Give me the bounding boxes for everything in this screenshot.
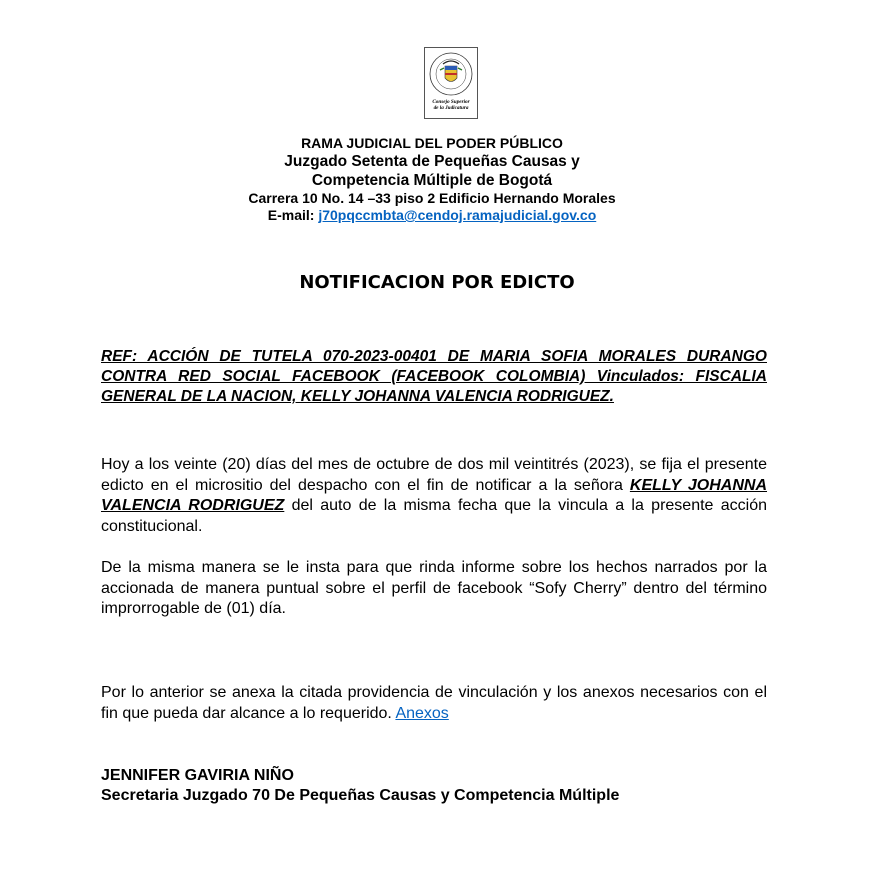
paragraph1-before: Hoy a los veinte (20) días del mes de octubre de dos mil veintitrés (2023), se fija el presente edicto en el micrositio del despacho con el fin de notificar a la señora [101,456,767,494]
email-label: E-mail: [267,207,319,223]
signer-name: JENNIFER GAVIRIA NIÑO [101,767,294,784]
email-link[interactable]: j70pqccmbta@cendoj.ramajudicial.gov.co [318,207,597,223]
header-address: Carrera 10 No. 14 –33 piso 2 Edificio Hernando Morales [248,190,616,206]
header-line1: RAMA JUDICIAL DEL PODER PÚBLICO [301,135,563,151]
document-title: NOTIFICACION POR EDICTO [299,272,575,293]
paragraph1-after: del auto de la misma fecha que la vincula a la presente acción constitucional. [101,497,767,535]
annex-paragraph [101,683,767,724]
annex-link[interactable]: Anexos [395,704,449,722]
signature-block [101,766,619,806]
coat-of-arms-icon [425,48,477,118]
header-email-line [180,207,684,224]
court-header [180,135,684,224]
instruction-paragraph: De la misma manera se le insta para que rinda informe sobre los hechos narrados por la accionada de manera puntual sobre el perfil de facebook “Sofy Cherry” dentro del término improrrogable de (01) día. [101,559,767,617]
header-line2: Juzgado Setenta de Pequeñas Causas y [284,153,580,170]
judicial-seal-logo [424,47,478,119]
signer-title: Secretaria Juzgado 70 De Pequeñas Causas y Competencia Múltiple [101,787,620,804]
notified-person-name: KELLY JOHANNA VALENCIA RODRIGUEZ [101,476,768,514]
case-reference: REF: ACCIÓN DE TUTELA 070-2023-00401 DE MARIA SOFIA MORALES DURANGO CONTRA RED SOCIAL FACEBOOK (FACEBOOK COLOMBIA) Vinculados: FISCALIA GENERAL DE LA NACION, KELLY JOHANNA VALENCIA RODRIGUEZ. [101,348,767,405]
header-line3: Competencia Múltiple de Bogotá [311,172,553,189]
logo-caption-line2: de la Judicatura [433,105,469,111]
annex-text: Por lo anterior se anexa la citada providencia de vinculación y los anexos necesarios con el fin que pueda dar alcance a lo requerido. [101,684,767,722]
notification-paragraph [101,455,767,537]
logo-caption-line1: Consejo Superior [432,99,470,105]
